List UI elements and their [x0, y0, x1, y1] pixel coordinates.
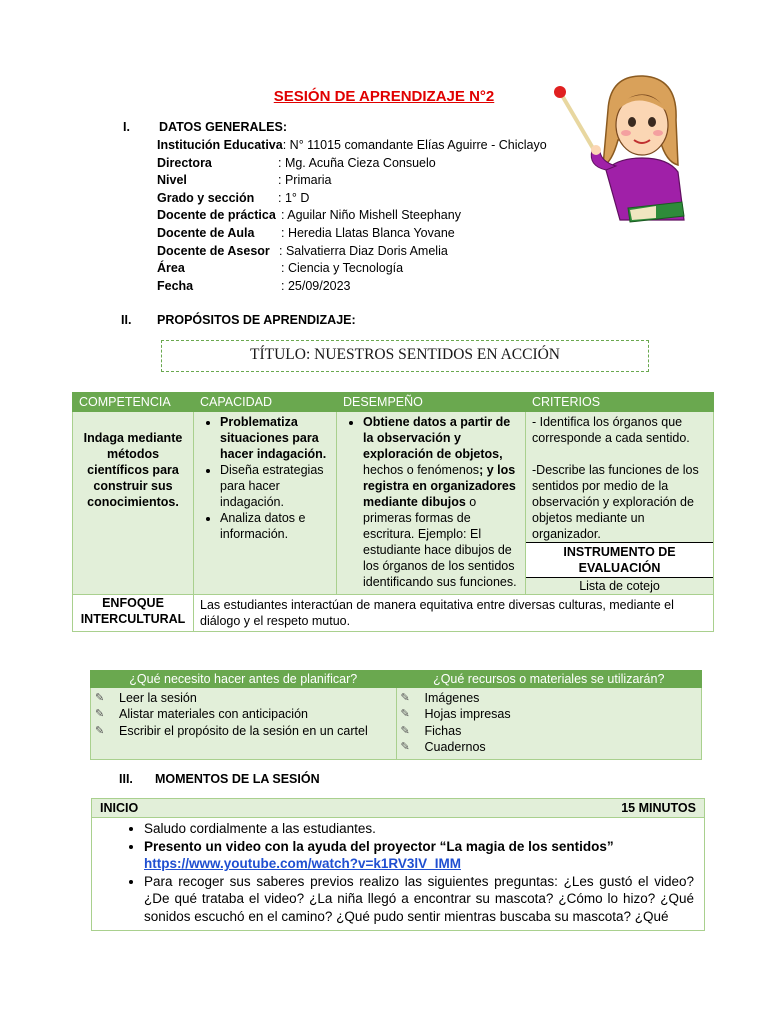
capacidad-item: • Diseña estrategias para hacer indagación.: [220, 462, 330, 510]
pen-icon: ✎: [400, 724, 410, 737]
header-criterios: CRITERIOS: [526, 393, 714, 412]
competencia-cell: Indaga mediante métodos científicos para construir sus conocimientos.: [73, 412, 194, 595]
list-item: • Para recoger sus saberes previos realizo las siguientes preguntas: ¿Les gustó el video? ¿De qué trataba el video? ¿La niña llegó a encontrar su mascota? ¿Cómo lo hizo? ¿Qué sonidos escuchó en el camino? ¿Qué pudo sentir mientras buscaba su mascota? ¿Qué: [144, 873, 694, 926]
video-link[interactable]: https://www.youtube.com/watch?v=k1RV3lV_IMM: [144, 856, 461, 872]
list-item: ✎ Fichas: [400, 723, 462, 738]
planning-table: [90, 670, 702, 760]
header-capacidad: CAPACIDAD: [194, 393, 337, 412]
section-datos-generales: I. DATOS GENERALES:: [123, 120, 288, 134]
datos-row: Grado y sección : 1° D: [157, 190, 310, 205]
datos-row: Nivel : Primaria: [157, 173, 332, 188]
pointer-stick: [560, 92, 594, 150]
pen-icon: ✎: [95, 692, 105, 704]
criterio-item: - Identifica los órganos que corresponde a cada sentido.: [532, 415, 690, 445]
inicio-content: [92, 818, 705, 931]
pen-icon: ✎: [400, 740, 410, 753]
competencias-table: [72, 392, 714, 632]
antes-list: [91, 688, 397, 760]
list-item: • Presento un video con la ayuda del proyector “La magia de los sentidos” https://www.youtube.com/watch?v=k1RV3lV_IMM: [144, 838, 694, 873]
pen-icon: ✎: [400, 692, 410, 704]
datos-row: Institución Educativa: N° 11015 comandante Elías Aguirre - Chiclayo: [157, 138, 547, 152]
list-item: ✎ Hojas impresas: [400, 707, 511, 722]
pen-icon: ✎: [95, 708, 105, 721]
datos-row: Docente de práctica : Aguilar Niño Mishell Steephany: [157, 208, 461, 223]
datos-row: Docente de Aula : Heredia Llatas Blanca Yovane: [157, 225, 455, 240]
session-title-box: TÍTULO: NUESTROS SENTIDOS EN ACCIÓN: [161, 340, 649, 372]
instrumento-label: INSTRUMENTO DE EVALUACIÓN: [526, 542, 713, 578]
enfoque-value: Las estudiantes interactúan de manera equitativa entre diversas culturas, mediante el diálogo y el respeto mutuo.: [194, 595, 714, 632]
pen-icon: ✎: [95, 724, 105, 737]
list-item: ✎ Cuadernos: [400, 739, 486, 754]
datos-row: Directora : Mg. Acuña Cieza Consuelo: [157, 155, 436, 170]
teacher-illustration: [548, 70, 688, 240]
desempeno-text: • Obtiene datos a partir de la observación y exploración de objetos, hechos o fenómenos; y los registra en organizadores mediante dibujos o primeras formas de escritura. Ejemplo: El estudiante hace dibujos de los órganos de los sentidos identificando sus funciones.: [363, 414, 519, 590]
capacidad-item: • Analiza datos e información.: [220, 510, 330, 542]
list-item: ✎ Escribir el propósito de la sesión en un cartel: [95, 723, 368, 738]
desempeno-cell: [337, 412, 526, 595]
criterio-item: -Describe las funciones de los sentidos por medio de la observación y exploración de objetos mediante un organizador.: [532, 463, 699, 541]
capacidad-item: • Problematiza situaciones para hacer indagación.: [220, 414, 330, 462]
datos-row: Área : Ciencia y Tecnología: [157, 261, 404, 276]
page-title: SESIÓN DE APRENDIZAJE N°2: [273, 88, 495, 105]
inicio-header: INICIO 15 MINUTOS: [92, 799, 705, 818]
list-item: ✎ Alistar materiales con anticipación: [95, 707, 308, 722]
header-recursos: ¿Qué recursos o materiales se utilizarán?: [396, 671, 702, 688]
pointer-tip: [554, 86, 566, 98]
inicio-time: 15 MINUTOS: [621, 801, 696, 815]
datos-row: Fecha : 25/09/2023: [157, 278, 351, 293]
list-item: • Saludo cordialmente a las estudiantes.: [144, 820, 694, 838]
section-momentos: III. MOMENTOS DE LA SESIÓN: [119, 772, 320, 786]
header-antes-planificar: ¿Qué necesito hacer antes de planificar?: [91, 671, 397, 688]
pen-icon: ✎: [400, 708, 410, 721]
criterios-cell: [526, 412, 714, 595]
header-desempeno: DESEMPEÑO: [337, 393, 526, 412]
capacidad-cell: [194, 412, 337, 595]
inicio-table: [91, 798, 705, 931]
recursos-list: [396, 688, 702, 760]
enfoque-label: ENFOQUE INTERCULTURAL: [73, 595, 194, 632]
list-item: ✎ Imágenes: [400, 691, 480, 705]
header-competencia: COMPETENCIA: [73, 393, 194, 412]
datos-generales: [157, 137, 547, 295]
datos-row: Docente de Asesor : Salvatierra Diaz Doris Amelia: [157, 243, 448, 258]
list-item: ✎ Leer la sesión: [95, 691, 197, 705]
instrumento-value: Lista de cotejo: [579, 579, 660, 593]
section-propositos: II. PROPÓSITOS DE APRENDIZAJE:: [121, 313, 356, 327]
